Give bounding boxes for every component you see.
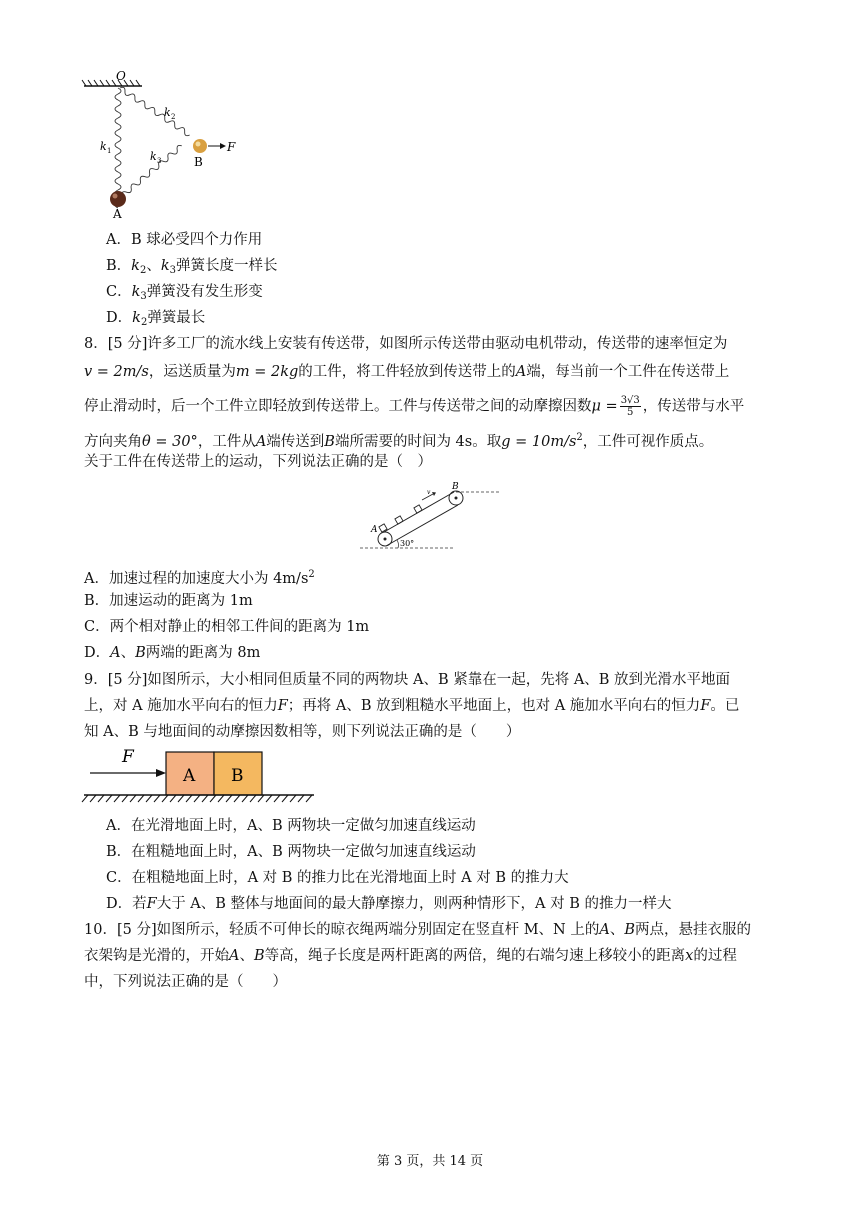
ground-hatch-line [234,795,240,802]
point-A: A [515,364,527,380]
belt-label-A: A [371,525,378,535]
label-B: B [194,155,203,169]
q9-stem-line-2 [84,696,739,716]
k3-symbol: k [131,284,141,300]
text: 衣架钩是光滑的，开始 [84,948,229,964]
g-expr: g = 10m/s [501,434,577,450]
text: 10．[5 分]如图所示，轻质不可伸长的晾衣绳两端分别固定在竖直杆 M、N 上的 [84,922,600,938]
ground-hatch-line [98,795,104,802]
k3-subscript: 3 [140,291,147,302]
q8-stem-line-4 [84,428,713,452]
opt-text: 两端的距离为 8m [145,645,261,661]
q9-option-c: C．在粗糙地面上时，A 对 B 的推力比在光滑地面上时 A 对 B 的推力大 [106,870,569,886]
q8-option-d [84,643,260,663]
q8-option-a [84,565,315,589]
text: ，工件从 [197,434,256,450]
q8-stem-line-5: 关于工件在传送带上的运动，下列说法正确的是（ ） [84,454,432,470]
belt-label-B: B [452,482,459,492]
block-label-A: A [183,766,196,786]
label-O: O [116,69,126,83]
k2-subscript: 2 [139,265,147,276]
point-A: A [110,645,121,661]
ground-hatch-line [226,795,232,802]
point-B: B [324,434,335,450]
q10-stem-line-2 [84,946,737,966]
text: 停止滑动时，后一个工件立即轻放到传送带上。工件与传送带之间的动摩擦因数 [84,398,592,415]
separator: 、 [609,922,625,938]
point-B: B [253,948,265,964]
point-B: B [624,922,635,938]
ground-hatch-line [306,795,312,802]
fraction-numerator: 3√3 [620,395,640,406]
text: 端，每当前一个工件在传送带上 [526,364,730,380]
ground-hatch-line [170,795,176,802]
q10-stem-line-3: 中，下列说法正确的是（ ） [84,974,287,990]
ground-hatch-line [106,795,112,802]
q7-option-d [106,308,205,333]
q8-option-c: C．两个相对静止的相邻工件间的距离为 1m [84,619,370,635]
label-k2: k [164,106,171,119]
q9-option-b: B．在粗糙地面上时，A、B 两物块一定做匀加速直线运动 [106,844,476,860]
mu-expr: μ = [591,398,618,415]
ground-hatch-line [138,795,144,802]
ground-hatch-line [298,795,304,802]
opt-text: 弹簧最长 [147,310,206,326]
label-k3-sub: 3 [157,157,162,165]
text: 上，对 A 施加水平向右的恒力 [84,698,278,714]
q9-option-d [106,894,672,914]
ground-hatch-line [82,795,88,802]
force-F: F [700,698,711,714]
text: 等高，绳子长度是两杆距离的两倍，绳的右端匀速上移较小的距离 [264,948,686,964]
opt-prefix: C． [106,284,132,300]
opt-text: 弹簧长度一样长 [176,258,278,274]
q8-option-b: B．加速运动的距离为 1m [84,593,253,609]
ground-hatch-line [282,795,288,802]
text: ，工件可视作质点。 [582,434,714,450]
text: 。已 [710,698,740,714]
opt-prefix: D．若 [106,896,147,912]
ground-hatch-line [250,795,256,802]
separator: 、 [120,645,136,661]
g-exponent: 2 [576,432,583,443]
k2-symbol: k [131,258,140,274]
k2-symbol: k [132,310,141,326]
label-k3: k [150,150,157,163]
force-label-F: F [122,747,134,767]
ground-hatch-line [114,795,120,802]
ground-hatch-line [178,795,184,802]
distance-x: x [685,948,694,964]
text: 的过程 [693,948,737,964]
ground-hatch-line [202,795,208,802]
ground-hatch-line [146,795,152,802]
opt-prefix: B． [106,258,132,274]
belt-label-v: v [427,489,431,496]
ground-hatch-line [290,795,296,802]
k3-subscript: 3 [169,265,176,276]
point-A: A [599,922,610,938]
opt-text: A．加速过程的加速度大小为 4m/s [84,571,309,587]
q7-option-a: A．B 球必受四个力作用 [106,232,263,248]
q8-stem-line-2 [84,362,729,382]
q10-stem-line-1 [84,920,751,940]
label-F: F [227,140,236,154]
label-k1: k [100,140,107,153]
label-k1-sub: 1 [107,147,112,155]
text: ，传送带与水平 [642,398,745,415]
q9-option-a: A．在光滑地面上时，A、B 两物块一定做匀加速直线运动 [106,818,476,834]
ground-hatch-line [162,795,168,802]
ground-hatch-line [186,795,192,802]
ground-hatch-line [210,795,216,802]
point-A: A [255,434,267,450]
ground-hatch-line [130,795,136,802]
ground-hatch-line [194,795,200,802]
velocity-expr: v = 2m/s [84,364,149,380]
point-A: A [229,948,240,964]
label-A: A [113,207,122,221]
ground-hatch-line [242,795,248,802]
q8-stem-line-1: 8．[5 分]许多工厂的流水线上安装有传送带，如图所示传送带由驱动电机带动，传送带的速率恒定为 [84,336,728,352]
k2-subscript: 2 [140,317,148,328]
text: 两点，悬挂衣服的 [635,922,751,938]
opt-prefix: D． [84,645,111,661]
q9-stem-line-1: 9．[5 分]如图所示，大小相同但质量不同的两物块 A、B 紧靠在一起，先将 A、B 放到光滑水平地面 [84,672,731,688]
ground-hatch-line [258,795,264,802]
text: 端传送到 [266,434,325,450]
ground-hatch-line [218,795,224,802]
theta-expr: θ = 30° [142,434,198,450]
fraction-denominator: 5 [627,407,634,418]
ground-hatch-line [274,795,280,802]
mass-expr: m = 2kg [235,364,299,380]
blocks-figure [84,744,324,806]
q7-option-b [106,256,278,281]
exponent: 2 [308,569,315,580]
text: 方向夹角 [84,434,142,450]
mu-fraction [620,395,641,418]
ground-hatch-line [154,795,160,802]
q9-stem-line-3: 知 A、B 与地面间的动摩擦因数相等，则下列说法正确的是（ ） [84,724,521,740]
block-label-B: B [231,766,244,786]
ground-hatch-line [122,795,128,802]
ground-hatch-line [266,795,272,802]
k3-symbol: k [160,258,170,274]
q8-stem-line-3 [84,395,744,418]
text: 的工件，将工件轻放到传送带上的 [298,364,516,380]
point-B: B [135,645,146,661]
separator: 、 [239,948,254,964]
opt-text: 大于 A、B 整体与地面间的最大静摩擦力，则两种情形下，A 对 B 的推力一样大 [156,896,672,912]
page-footer: 第 3 页，共 14 页 [376,1154,484,1169]
force-F: F [277,698,288,714]
text: 端所需要的时间为 4s。取 [334,434,502,450]
ground-hatch-line [90,795,96,802]
force-F: F [146,896,157,912]
belt-angle-label: 30° [400,539,415,548]
spring-ball-figure [80,69,250,222]
text: ，运送质量为 [148,364,236,380]
label-k2-sub: 2 [171,113,176,121]
opt-text: 弹簧没有发生形变 [146,284,263,300]
conveyor-belt-figure [360,482,510,554]
q7-option-c [106,282,263,307]
opt-prefix: D． [106,310,133,326]
separator: 、 [146,258,161,274]
text: ；再将 A、B 放到粗糙水平地面上，也对 A 施加水平向右的恒力 [287,698,701,714]
